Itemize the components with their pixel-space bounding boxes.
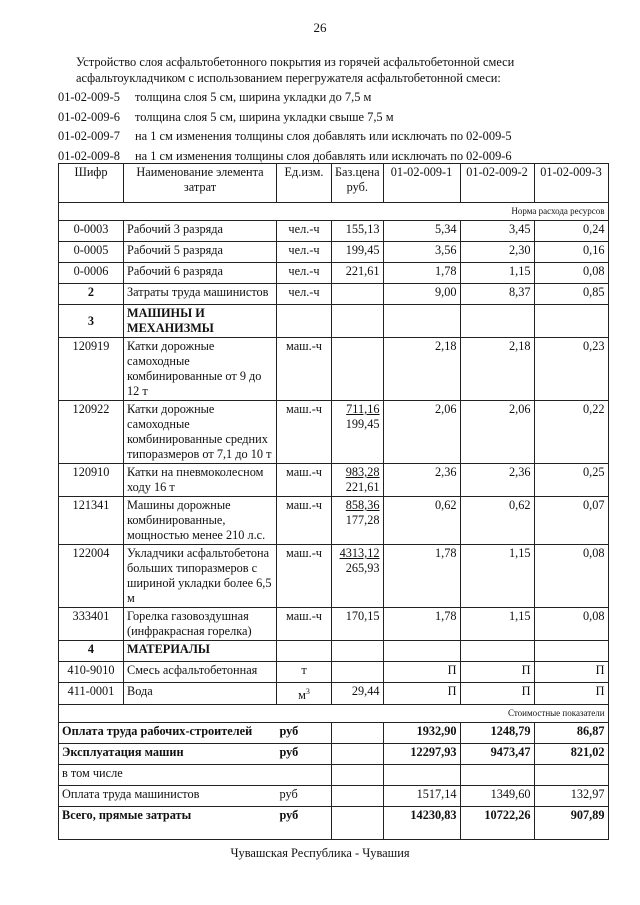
total-v2: 1349,60 bbox=[460, 786, 534, 807]
cell-code: 122004 bbox=[59, 545, 124, 608]
cell-name: Машины дорожные комбинированные, мощностью менее 210 л.с. bbox=[124, 497, 277, 545]
table-row bbox=[59, 545, 609, 608]
total-unit: руб bbox=[277, 807, 332, 840]
cell-code: 2 bbox=[59, 284, 124, 305]
cell-v3: 0,85 bbox=[534, 284, 608, 305]
total-name: в том числе bbox=[59, 765, 277, 786]
total-v3: 132,97 bbox=[534, 786, 608, 807]
total-unit: руб bbox=[277, 786, 332, 807]
cell-v3: 0,08 bbox=[534, 263, 608, 284]
cost-row bbox=[59, 705, 609, 723]
total-unit: руб bbox=[277, 744, 332, 765]
cell-v2: 8,37 bbox=[460, 284, 534, 305]
cell-v2: 1,15 bbox=[460, 263, 534, 284]
cell-v2: 1,15 bbox=[460, 608, 534, 641]
resource-table bbox=[58, 163, 609, 840]
cell-v3: 0,16 bbox=[534, 242, 608, 263]
intro-text: Устройство слоя асфальтобетонного покрытия из горячей асфальтобетонной смеси асфальтоукладчиком с использованием перегружателя асфальтобетонной смеси: bbox=[76, 55, 515, 85]
total-v3: 821,02 bbox=[534, 744, 608, 765]
total-unit bbox=[277, 765, 332, 786]
cell-code: 121341 bbox=[59, 497, 124, 545]
cell-v1: 0,62 bbox=[383, 497, 460, 545]
code-desc: толщина слоя 5 см, ширина укладки свыше 7,5 м bbox=[135, 109, 394, 124]
cell-name: Горелка газовоздушная (инфракрасная горелка) bbox=[124, 608, 277, 641]
cell-unit: маш.-ч bbox=[277, 608, 332, 641]
cell-v2: 2,18 bbox=[460, 338, 534, 401]
price-top: 4313,12 bbox=[339, 546, 380, 560]
cell-price: 29,44 bbox=[332, 683, 384, 705]
cell-name: Укладчики асфальтобетона больших типоразмеров с шириной укладки более 6,5 м bbox=[124, 545, 277, 608]
total-row bbox=[59, 765, 609, 786]
header-unit: Ед.изм. bbox=[277, 164, 332, 203]
cell-unit: чел.-ч bbox=[277, 263, 332, 284]
code-id: 01-02-009-8 bbox=[58, 149, 120, 164]
cell-name: Катки дорожные самоходные комбинированные от 9 до 12 т bbox=[124, 338, 277, 401]
cell-v2: 2,30 bbox=[460, 242, 534, 263]
cell-name: Катки дорожные самоходные комбинированные средних типоразмеров от 7,1 до 10 т bbox=[124, 401, 277, 464]
cell-price bbox=[332, 662, 384, 683]
cell-code: 120919 bbox=[59, 338, 124, 401]
price-bottom: 221,61 bbox=[345, 480, 380, 494]
cell-unit: маш.-ч bbox=[277, 545, 332, 608]
cell-unit: чел.-ч bbox=[277, 284, 332, 305]
price-top: 858,36 bbox=[345, 498, 380, 512]
cost-label: Стоимостные показатели bbox=[59, 705, 609, 723]
code-line bbox=[58, 88, 512, 108]
code-desc: на 1 см изменения толщины слоя добавлять или исключать по 02-009-5 bbox=[135, 129, 512, 144]
cell-unit bbox=[277, 683, 332, 705]
code-line bbox=[58, 108, 512, 128]
cell-v3: П bbox=[534, 662, 608, 683]
cell-code: 120910 bbox=[59, 464, 124, 497]
cell-price bbox=[332, 284, 384, 305]
price-bottom: 177,28 bbox=[345, 513, 380, 527]
unit-text: м bbox=[298, 688, 306, 703]
cell-v1: 5,34 bbox=[383, 221, 460, 242]
cell-name: Рабочий 6 разряда bbox=[124, 263, 277, 284]
code-line bbox=[58, 127, 512, 147]
total-name: Оплата труда рабочих-строителей bbox=[59, 723, 277, 744]
cell-v1: 3,56 bbox=[383, 242, 460, 263]
cell-v3: 0,24 bbox=[534, 221, 608, 242]
cell-v1: П bbox=[383, 662, 460, 683]
cell-v3: 0,23 bbox=[534, 338, 608, 401]
section-title: МАШИНЫ И МЕХАНИЗМЫ bbox=[124, 305, 277, 338]
total-v1: 12297,93 bbox=[383, 744, 460, 765]
table-row bbox=[59, 338, 609, 401]
cell-unit: маш.-ч bbox=[277, 401, 332, 464]
cell-v1: 9,00 bbox=[383, 284, 460, 305]
cell-v2: 2,06 bbox=[460, 401, 534, 464]
cell-unit: чел.-ч bbox=[277, 221, 332, 242]
total-v1: 14230,83 bbox=[383, 807, 460, 840]
cell-v2: 1,15 bbox=[460, 545, 534, 608]
cell-code: 120922 bbox=[59, 401, 124, 464]
footer-text: Чувашская Республика - Чувашия bbox=[230, 846, 410, 860]
cell-unit: т bbox=[277, 662, 332, 683]
cell-name: Катки на пневмоколесном ходу 16 т bbox=[124, 464, 277, 497]
total-v2: 10722,26 bbox=[460, 807, 534, 840]
header-col2: 01-02-009-2 bbox=[460, 164, 534, 203]
table-row bbox=[59, 464, 609, 497]
total-row bbox=[59, 744, 609, 765]
section-title: МАТЕРИАЛЫ bbox=[124, 641, 277, 662]
table-row bbox=[59, 284, 609, 305]
cell-price: 199,45 bbox=[332, 242, 384, 263]
cell-name: Рабочий 5 разряда bbox=[124, 242, 277, 263]
cell-v2: П bbox=[460, 662, 534, 683]
cell-v1: 2,36 bbox=[383, 464, 460, 497]
cell-name: Вода bbox=[124, 683, 277, 705]
cell-unit: маш.-ч bbox=[277, 497, 332, 545]
cell-price bbox=[332, 338, 384, 401]
cell-price: 170,15 bbox=[332, 608, 384, 641]
cell-v2: 2,36 bbox=[460, 464, 534, 497]
total-v2: 1248,79 bbox=[460, 723, 534, 744]
total-v2: 9473,47 bbox=[460, 744, 534, 765]
code-list bbox=[58, 88, 512, 166]
price-bottom: 199,45 bbox=[345, 417, 380, 431]
table-row bbox=[59, 263, 609, 284]
code-id: 01-02-009-6 bbox=[58, 109, 120, 124]
page-number: 26 bbox=[313, 20, 327, 35]
header-col3: 01-02-009-3 bbox=[534, 164, 608, 203]
header-code: Шифр bbox=[59, 164, 124, 203]
cell-price bbox=[332, 401, 384, 464]
cell-price bbox=[332, 497, 384, 545]
code-id: 01-02-009-5 bbox=[58, 90, 120, 105]
total-name: Эксплуатация машин bbox=[59, 744, 277, 765]
table-row bbox=[59, 221, 609, 242]
cell-code: 333401 bbox=[59, 608, 124, 641]
header-price: Баз.цена руб. bbox=[332, 164, 384, 203]
header-col1: 01-02-009-1 bbox=[383, 164, 460, 203]
table-row bbox=[59, 683, 609, 705]
cell-v3: 0,22 bbox=[534, 401, 608, 464]
table-row bbox=[59, 497, 609, 545]
table-row bbox=[59, 242, 609, 263]
price-top: 983,28 bbox=[345, 465, 380, 479]
section-row bbox=[59, 641, 609, 662]
total-unit: руб bbox=[277, 723, 332, 744]
total-v1: 1517,14 bbox=[383, 786, 460, 807]
table-row bbox=[59, 662, 609, 683]
cell-price: 221,61 bbox=[332, 263, 384, 284]
cell-price bbox=[332, 545, 384, 608]
total-row bbox=[59, 723, 609, 744]
cell-code: 0-0006 bbox=[59, 263, 124, 284]
cell-name: Рабочий 3 разряда bbox=[124, 221, 277, 242]
total-row bbox=[59, 807, 609, 840]
code-desc: толщина слоя 5 см, ширина укладки до 7,5 м bbox=[135, 90, 372, 105]
cell-v3: 0,25 bbox=[534, 464, 608, 497]
cell-code: 0-0003 bbox=[59, 221, 124, 242]
cell-v1: 2,18 bbox=[383, 338, 460, 401]
total-name: Всего, прямые затраты bbox=[59, 807, 277, 840]
total-v3: 86,87 bbox=[534, 723, 608, 744]
cell-name: Смесь асфальтобетонная bbox=[124, 662, 277, 683]
cell-unit: чел.-ч bbox=[277, 242, 332, 263]
header-name: Наименование элемента затрат bbox=[124, 164, 277, 203]
cell-v2: 3,45 bbox=[460, 221, 534, 242]
table-header-row bbox=[59, 164, 609, 203]
norma-label: Норма расхода ресурсов bbox=[59, 203, 609, 221]
table-row bbox=[59, 608, 609, 641]
cell-v1: 1,78 bbox=[383, 545, 460, 608]
price-top: 711,16 bbox=[346, 402, 380, 416]
total-v3: 907,89 bbox=[534, 807, 608, 840]
table-row bbox=[59, 401, 609, 464]
cell-v3: П bbox=[534, 683, 608, 705]
cell-unit: маш.-ч bbox=[277, 338, 332, 401]
code-id: 01-02-009-7 bbox=[58, 129, 120, 144]
cell-name: Затраты труда машинистов bbox=[124, 284, 277, 305]
cell-v2: 0,62 bbox=[460, 497, 534, 545]
price-bottom: 265,93 bbox=[345, 561, 380, 575]
unit-sup: 3 bbox=[305, 687, 310, 696]
cell-v3: 0,08 bbox=[534, 545, 608, 608]
total-v1: 1932,90 bbox=[383, 723, 460, 744]
cell-code: 3 bbox=[59, 305, 124, 338]
norma-row bbox=[59, 203, 609, 221]
cell-v2: П bbox=[460, 683, 534, 705]
total-row bbox=[59, 786, 609, 807]
cell-v1: 1,78 bbox=[383, 608, 460, 641]
cell-v1: 1,78 bbox=[383, 263, 460, 284]
total-name: Оплата труда машинистов bbox=[59, 786, 277, 807]
cell-code: 410-9010 bbox=[59, 662, 124, 683]
section-row bbox=[59, 305, 609, 338]
cell-v3: 0,08 bbox=[534, 608, 608, 641]
cell-code: 4 bbox=[59, 641, 124, 662]
cell-unit: маш.-ч bbox=[277, 464, 332, 497]
cell-code: 0-0005 bbox=[59, 242, 124, 263]
cell-v3: 0,07 bbox=[534, 497, 608, 545]
cell-v1: П bbox=[383, 683, 460, 705]
code-desc: на 1 см изменения толщины слоя добавлять или исключать по 02-009-6 bbox=[135, 149, 512, 164]
cell-price: 155,13 bbox=[332, 221, 384, 242]
cell-v1: 2,06 bbox=[383, 401, 460, 464]
cell-code: 411-0001 bbox=[59, 683, 124, 705]
cell-price bbox=[332, 464, 384, 497]
